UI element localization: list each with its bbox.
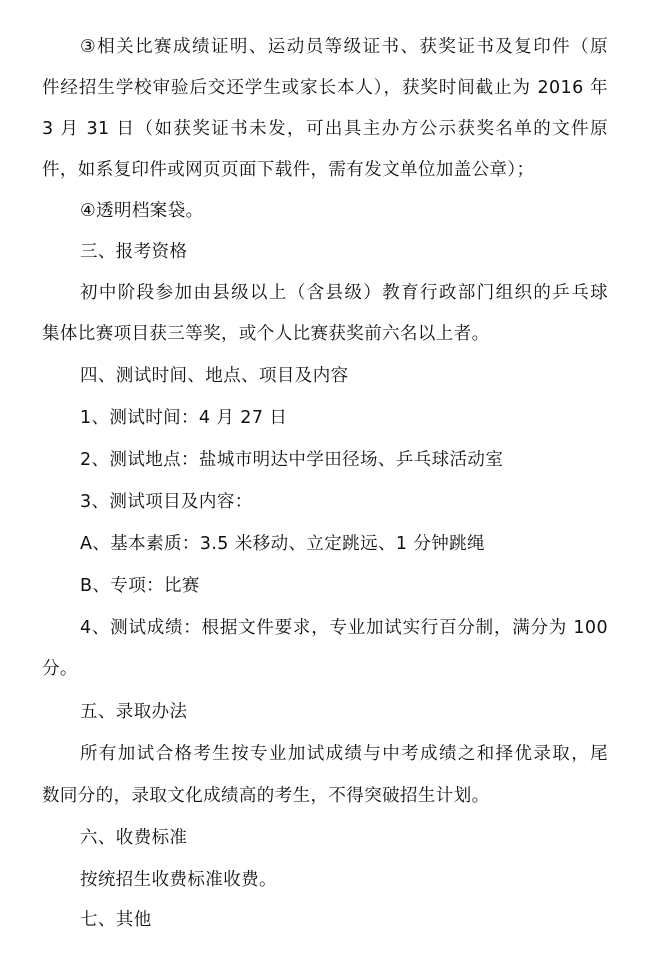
test-items-heading: 3、测试项目及内容：: [80, 492, 253, 512]
test-location: 2、测试地点：盐城市明达中学田径场、乒乓球活动室: [80, 450, 504, 470]
qualification-line-2: 集体比赛项目获三等奖，或个人比赛获奖前六名以上者。: [42, 324, 490, 344]
admission-line-2: 数同分的，录取文化成绩高的考生，不得突破招生计划。: [42, 786, 490, 806]
test-score-line-2: 分。: [42, 659, 78, 679]
material-item-3-line-4: 件，如系复印件或网页页面下载件，需有发文单位加盖公章）；: [42, 160, 535, 180]
material-item-3-line-1: ③相关比赛成绩证明、运动员等级证书、获奖证书及复印件（原: [80, 37, 608, 57]
test-item-basic: A、基本素质：3.5 米移动、立定跳远、1 分钟跳绳: [80, 534, 485, 554]
section-heading-other: 七、其他: [80, 910, 152, 930]
admission-line-1: 所有加试合格考生按专业加试成绩与中考成绩之和择优录取，尾: [80, 744, 608, 764]
section-heading-admission: 五、录取办法: [80, 702, 188, 722]
section-heading-test: 四、测试时间、地点、项目及内容: [80, 366, 349, 386]
test-score-line-1: 4、测试成绩：根据文件要求，专业加试实行百分制，满分为 100: [80, 618, 608, 638]
material-item-3-line-2: 件经招生学校审验后交还学生或家长本人），获奖时间截止为 2016 年: [42, 78, 608, 98]
qualification-line-1: 初中阶段参加由县级以上（含县级）教育行政部门组织的乒乓球: [80, 283, 608, 303]
section-heading-qualification: 三、报考资格: [80, 242, 188, 262]
material-item-4: ④透明档案袋。: [80, 201, 204, 221]
test-time: 1、测试时间：4 月 27 日: [80, 408, 288, 428]
fees-text: 按统招生收费标准收费。: [80, 870, 277, 890]
test-item-special: B、专项：比赛: [80, 576, 200, 596]
material-item-3-line-3: 3 月 31 日（如获奖证书未发，可出具主办方公示获奖名单的文件原: [42, 119, 608, 139]
section-heading-fees: 六、收费标准: [80, 828, 188, 848]
